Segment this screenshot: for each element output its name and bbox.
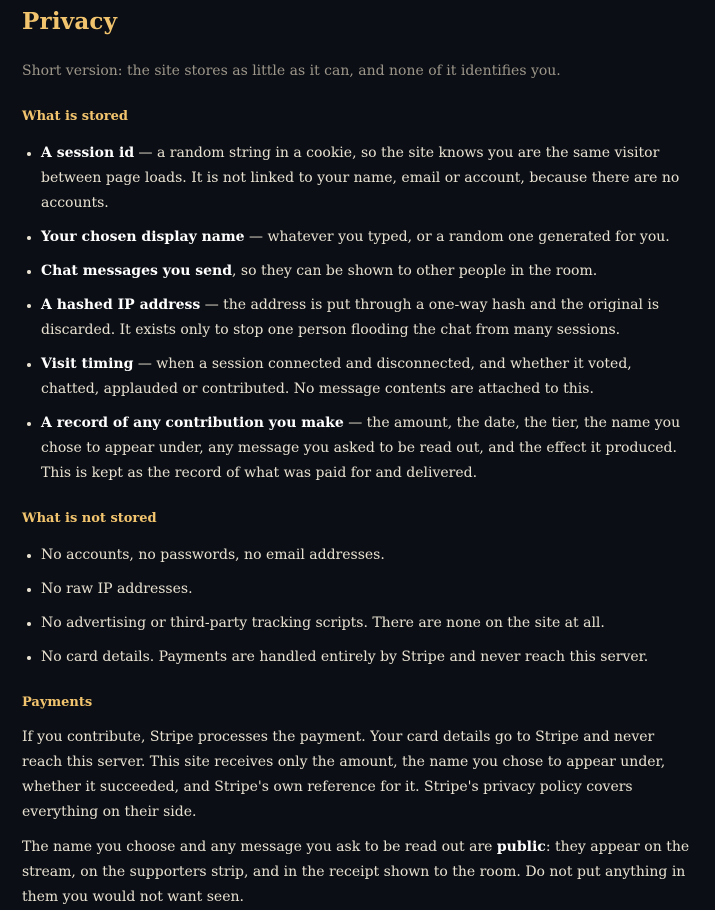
- list-item: [22, 259, 693, 284]
- page-title: Privacy: [22, 8, 118, 35]
- item-term: Your chosen display name: [41, 229, 245, 245]
- list-item: No card details. Payments are handled entirely by Stripe and never reach this server.: [22, 645, 693, 670]
- item-term: A hashed IP address: [41, 297, 201, 313]
- notice-text-after: : they appear on the stream, on the supporters strip, and in the receipt shown to the room. Do not put anything in them you would not want seen.: [22, 839, 690, 905]
- list-item: No advertising or third-party tracking scripts. There are none on the site at all.: [22, 611, 693, 636]
- stored-list: [22, 141, 693, 486]
- section-heading-payments: Payments: [22, 695, 93, 710]
- list-item: [22, 352, 693, 402]
- payments-paragraph: If you contribute, Stripe processes the payment. Your card details go to Stripe and never reach this server. This site receives only the amount, the name you chose to appear under, whether it succeeded, and Stripe's own reference for it. Stripe's privacy policy covers everything on their side.: [22, 729, 666, 820]
- list-item: [22, 293, 693, 343]
- section-heading-what-is-stored: What is stored: [22, 109, 128, 124]
- public-emphasis: public: [496, 839, 546, 855]
- list-item: No accounts, no passwords, no email addresses.: [22, 543, 693, 568]
- item-term: A session id: [41, 145, 135, 161]
- notice-text-before: The name you choose and any message you ask to be read out are: [22, 839, 497, 855]
- item-text: — a random string in a cookie, so the site knows you are the same visitor between page loads. It is not linked to your name, email or account, because there are no accounts.: [41, 145, 680, 211]
- item-term: Visit timing: [41, 356, 134, 372]
- list-item: [22, 411, 693, 486]
- list-item: [22, 225, 693, 250]
- item-term: Chat messages you send: [41, 263, 233, 279]
- list-item: No raw IP addresses.: [22, 577, 693, 602]
- item-text: — when a session connected and disconnected, and whether it voted, chatted, applauded or contributed. No message contents are attached to this.: [41, 356, 632, 397]
- not-stored-list: [22, 543, 693, 670]
- item-text: — whatever you typed, or a random one generated for you.: [244, 229, 670, 245]
- item-term: A record of any contribution you make: [41, 415, 344, 431]
- summary-text: Short version: the site stores as little as it can, and none of it identifies you.: [22, 63, 561, 79]
- section-heading-what-is-not-stored: What is not stored: [22, 511, 157, 526]
- item-text: — the amount, the date, the tier, the name you chose to appear under, any message you asked to be read out, and the effect it produced. This is kept as the record of what was paid for and delivered.: [41, 415, 681, 481]
- item-text: , so they can be shown to other people in the room.: [232, 263, 598, 279]
- public-notice-paragraph: [22, 835, 693, 910]
- item-text: — the address is put through a one-way hash and the original is discarded. It exists only to stop one person flooding the chat from many sessions.: [41, 297, 660, 338]
- list-item: [22, 141, 693, 216]
